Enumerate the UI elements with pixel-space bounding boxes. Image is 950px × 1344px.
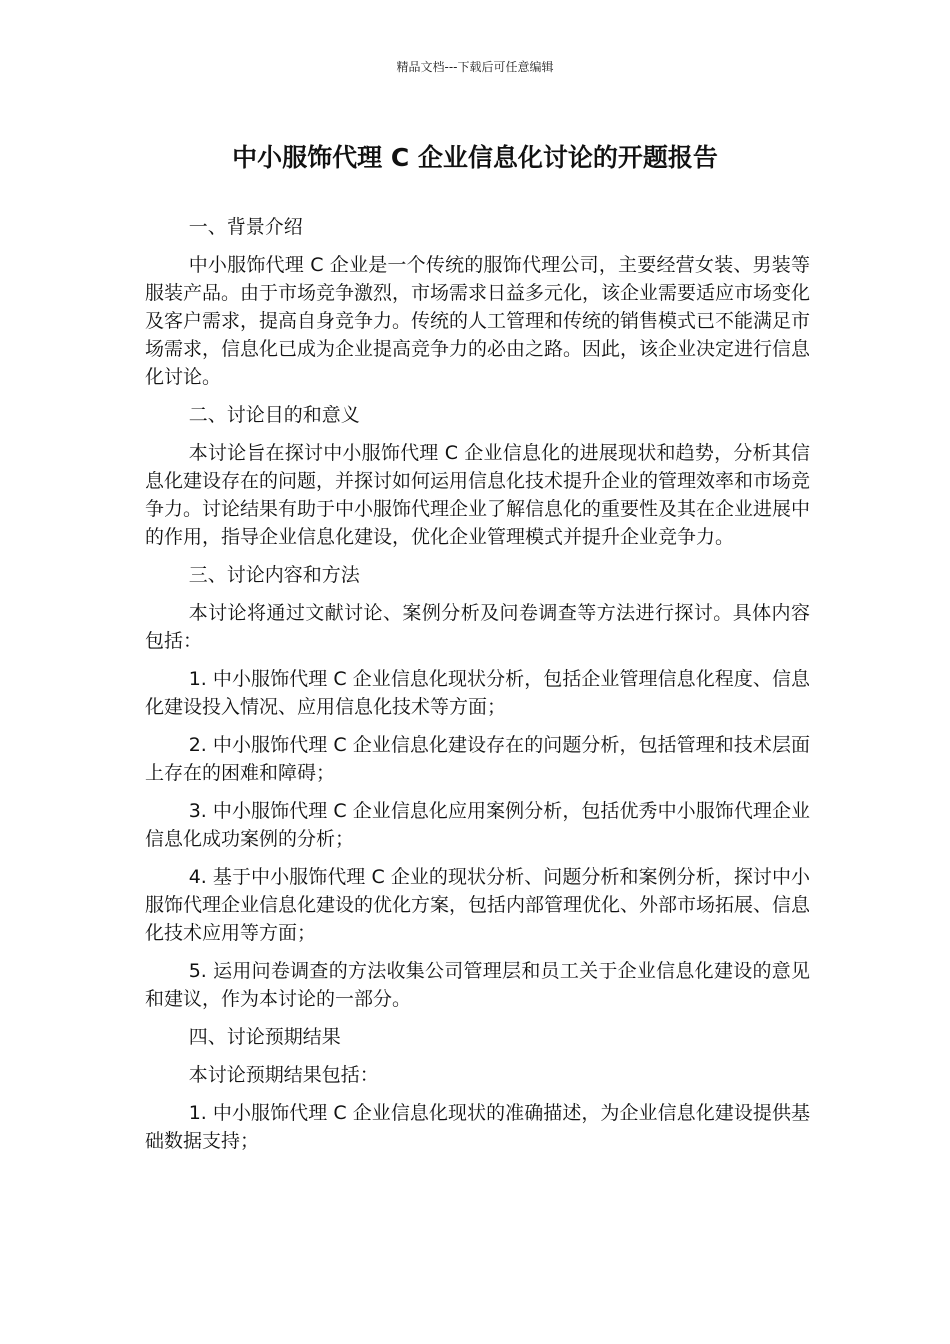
document-title: 中小服饰代理 C 企业信息化讨论的开题报告 [232, 143, 718, 172]
list-item-content-5: 5. 运用问卷调查的方法收集公司管理层和员工关于企业信息化建设的意见和建议，作为本讨论的一部分。 [145, 960, 810, 1010]
list-item-content-4: 4. 基于中小服饰代理 C 企业的现状分析、问题分析和案例分析，探讨中小服饰代理企业信息化建设的优化方案，包括内部管理优化、外部市场拓展、信息化技术应用等方面； [145, 866, 811, 944]
paragraph-background: 中小服饰代理 C 企业是一个传统的服饰代理公司，主要经营女装、男装等服装产品。由于市场竞争激烈，市场需求日益多元化，该企业需要适应市场变化及客户需求，提高自身竞争力。传统的人工管理和传统的销售模式已不能满足市场需求，信息化已成为企业提高竞争力的必由之路。因此，该企业决定进行信息化讨论。 [145, 254, 811, 388]
list-item-content-1: 1. 中小服饰代理 C 企业信息化现状分析，包括企业管理信息化程度、信息化建设投入情况、应用信息化技术等方面； [145, 668, 810, 718]
paragraph-content-intro: 本讨论将通过文献讨论、案例分析及问卷调查等方法进行探讨。具体内容包括： [145, 602, 810, 652]
header-note: 精品文档---下载后可任意编辑 [396, 60, 554, 74]
section-heading-content-methods: 三、讨论内容和方法 [188, 564, 360, 586]
list-item-content-2: 2. 中小服饰代理 C 企业信息化建设存在的问题分析，包括管理和技术层面上存在的困难和障碍； [145, 734, 810, 784]
paragraph-expected-intro: 本讨论预期结果包括： [188, 1064, 379, 1086]
document-body [145, 213, 810, 1165]
section-heading-purpose: 二、讨论目的和意义 [188, 404, 360, 426]
section-heading-expected-results: 四、讨论预期结果 [188, 1026, 341, 1048]
list-item-content-3: 3. 中小服饰代理 C 企业信息化应用案例分析，包括优秀中小服饰代理企业信息化成功案例的分析； [145, 800, 810, 850]
section-heading-background: 一、背景介绍 [188, 216, 303, 238]
list-item-expected-1: 1. 中小服饰代理 C 企业信息化现状的准确描述，为企业信息化建设提供基础数据支持； [145, 1102, 810, 1152]
paragraph-purpose: 本讨论旨在探讨中小服饰代理 C 企业信息化的进展现状和趋势，分析其信息化建设存在的问题，并探讨如何运用信息化技术提升企业的管理效率和市场竞争力。讨论结果有助于中小服饰代理企业了解信息化的重要性及其在企业进展中的作用，指导企业信息化建设，优化企业管理模式并提升企业竞争力。 [145, 442, 811, 548]
